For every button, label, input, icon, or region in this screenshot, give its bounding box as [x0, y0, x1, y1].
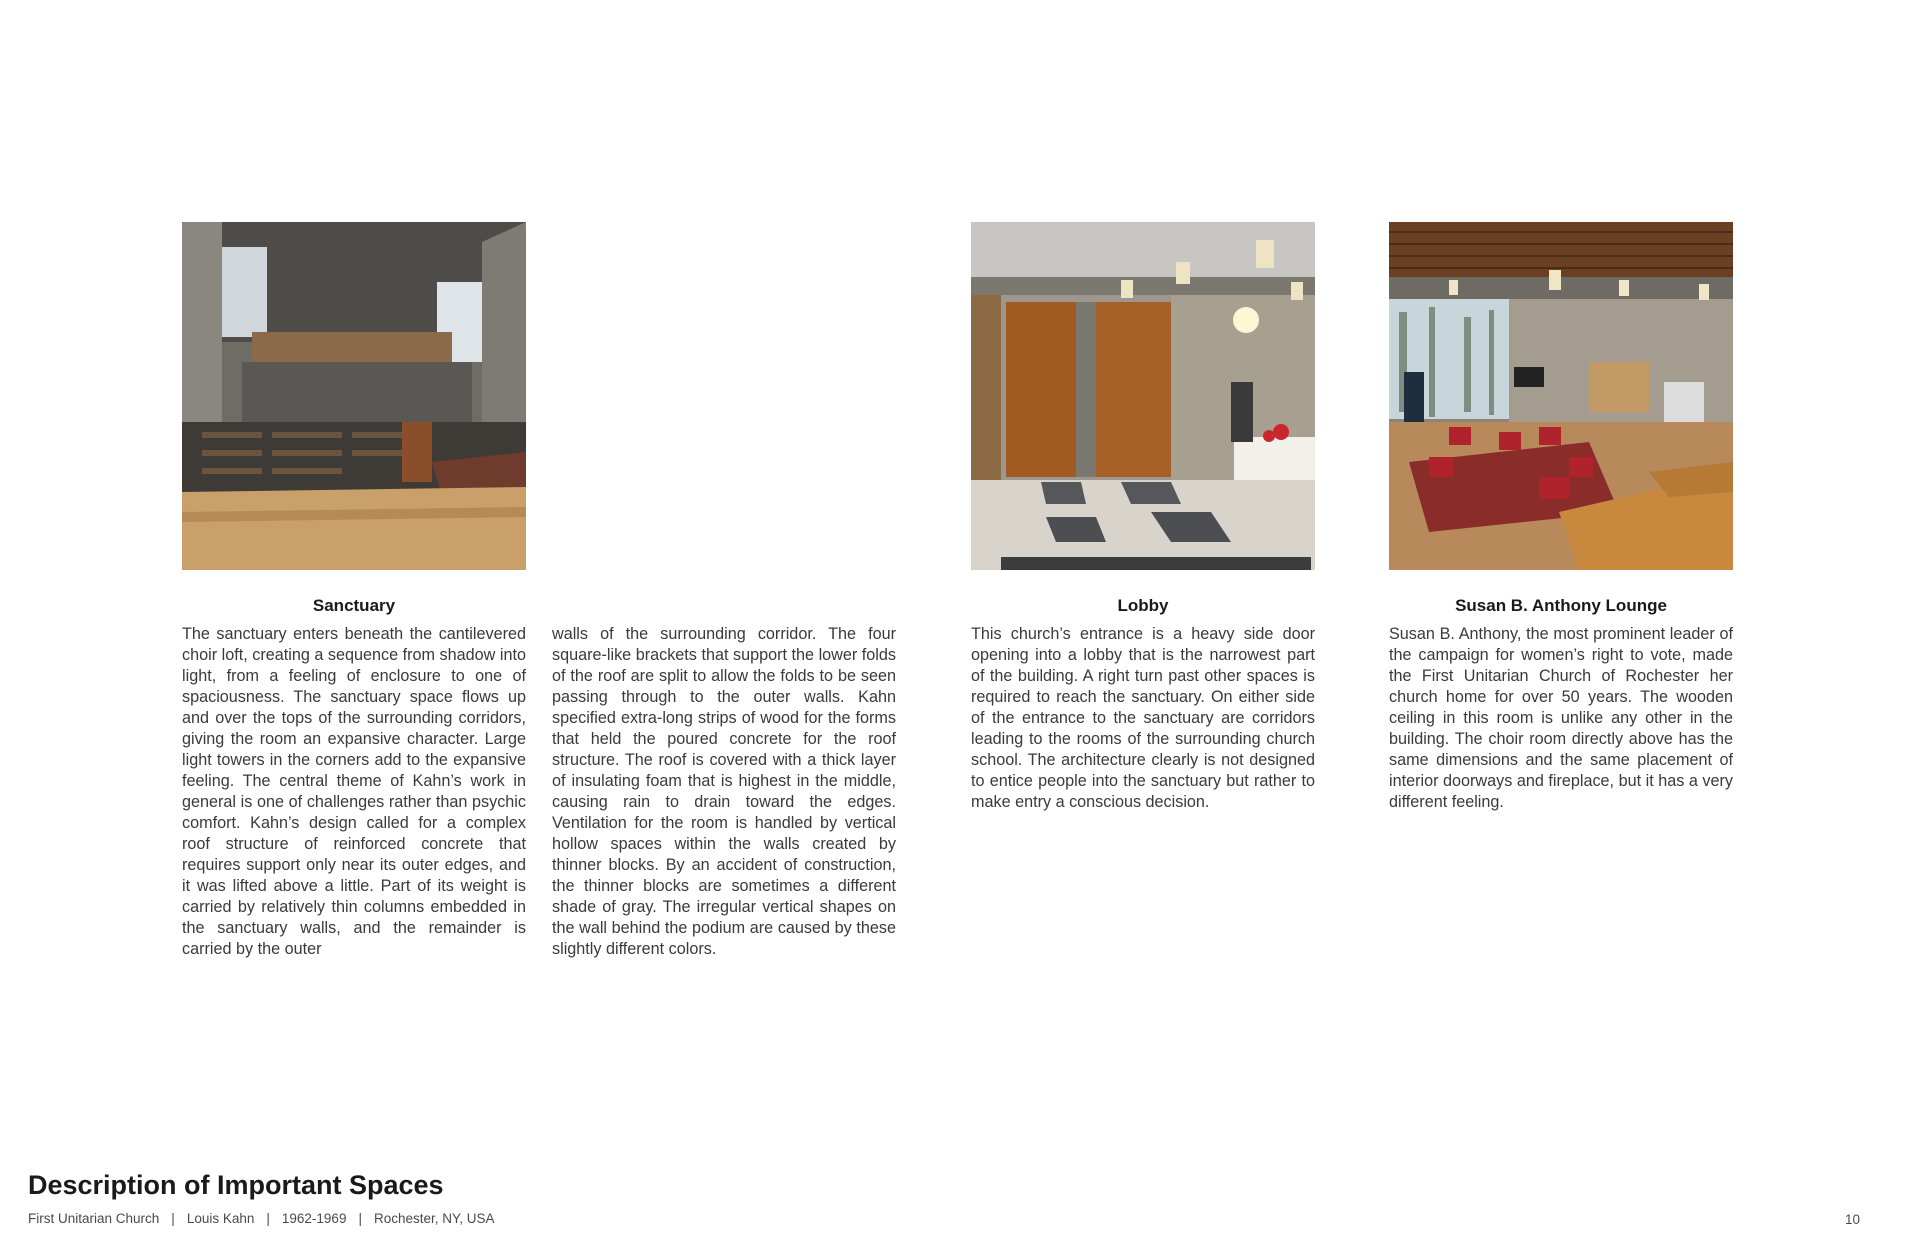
sanctuary-title: Sanctuary: [312, 596, 396, 615]
lobby-text: This church’s entrance is a heavy side door opening into a lobby that is the narrowest part of the building. A right turn past other spaces is required to reach the sanctuary. On either side of the entrance to the sanctuary are corridors leading to the rooms of the surrounding church school. The architecture clearly is not designed to entice people into the sanctuary but rather to make entry a conscious decision.: [971, 625, 1315, 811]
page-title: Description of Important Spaces: [28, 1170, 444, 1200]
lounge-photo: [1389, 222, 1733, 570]
separator: |: [266, 1211, 270, 1226]
lounge-title: Susan B. Anthony Lounge: [1455, 596, 1667, 615]
project-years: 1962-1969: [281, 1211, 347, 1226]
separator: |: [171, 1211, 175, 1226]
page-number: 10: [1844, 1212, 1860, 1227]
architect-name: Louis Kahn: [186, 1211, 255, 1226]
lobby-title: Lobby: [1117, 596, 1169, 615]
sanctuary-text-part1: The sanctuary enters beneath the cantilevered choir loft, creating a sequence from shadow into light, from a feeling of enclosure to one of spaciousness. The sanctuary space flows up and over the tops of the surrounding corridors, giving the room an expansive character. Large light towers in the corners add to the expansive feeling. The central theme of Kahn’s work in general is one of challenges rather than psychic comfort. Kahn’s design called for a complex roof structure of reinforced concrete that requires support only near its outer edges, and it was lifted above a little. Part of its weight is carried by relatively thin columns embedded in the sanctuary walls, and the remainder is carried by the outer: [182, 625, 526, 958]
building-name: First Unitarian Church: [28, 1211, 160, 1226]
separator: |: [358, 1211, 362, 1226]
sanctuary-photo: [182, 222, 526, 570]
sanctuary-text-part2: walls of the surrounding corridor. The four square-like brackets that support the lower folds of the roof are split to allow the folds to be seen passing through to the outer walls. Kahn specified extra-long strips of wood for the forms that held the poured concrete for the roof structure. The roof is covered with a thick layer of insulating foam that is highest in the middle, causing rain to drain toward the edges. Ventilation for the room is handled by vertical hollow spaces within the walls created by thinner blocks. By an accident of construction, the thinner blocks are sometimes a different shade of gray. The irregular vertical shapes on the wall behind the podium are caused by these slightly different colors.: [552, 625, 896, 958]
project-meta: [28, 1211, 495, 1226]
lobby-photo: [971, 222, 1315, 570]
lounge-text: Susan B. Anthony, the most prominent leader of the campaign for women’s right to vote, made the First Unitarian Church of Rochester her church home for over 50 years. The wooden ceiling in this room is unlike any other in the building. The choir room directly above has the same dimensions and the same placement of interior doorways and fireplace, but it has a very different feeling.: [1389, 625, 1733, 811]
project-location: Rochester, NY, USA: [373, 1211, 495, 1226]
